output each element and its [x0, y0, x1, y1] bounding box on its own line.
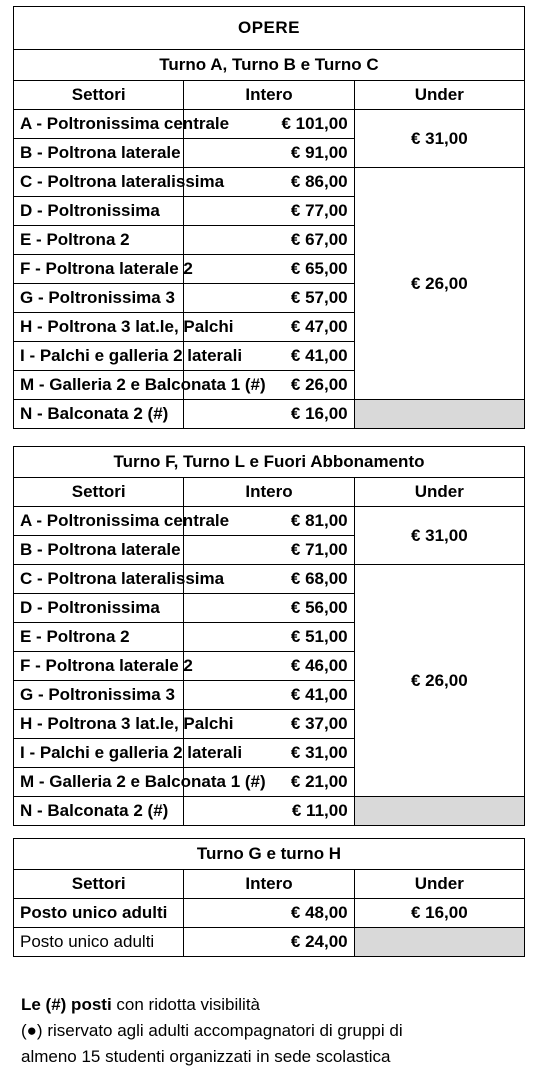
page-title: OPERE — [14, 7, 525, 50]
note-bold-text: Le (#) posti — [21, 995, 112, 1014]
intero-price-cell: € 11,00 — [184, 797, 354, 826]
sector-cell: D - Poltronissima — [14, 197, 184, 226]
sector-cell: A - Poltronissima centrale — [14, 507, 184, 536]
intero-price-cell: € 48,00 — [184, 899, 354, 928]
sector-cell: N - Balconata 2 (#) — [14, 797, 184, 826]
intero-price-cell: € 41,00 — [184, 681, 354, 710]
sector-cell: H - Poltrona 3 lat.le, Palchi — [14, 710, 184, 739]
intero-price-cell: € 67,00 — [184, 226, 354, 255]
intero-price-cell: € 37,00 — [184, 710, 354, 739]
intero-price-cell: € 91,00 — [184, 139, 354, 168]
sector-cell: I - Palchi e galleria 2 laterali — [14, 739, 184, 768]
column-header-under: Under — [354, 870, 524, 899]
sector-cell: M - Galleria 2 e Balconata 1 (#) — [14, 768, 184, 797]
sector-cell: I - Palchi e galleria 2 laterali — [14, 342, 184, 371]
sector-cell: M - Galleria 2 e Balconata 1 (#) — [14, 371, 184, 400]
price-table-turno-fl — [13, 446, 525, 826]
intero-price-cell: € 16,00 — [184, 400, 354, 429]
under-price-cell: € 16,00 — [354, 899, 524, 928]
intero-price-cell: € 24,00 — [184, 928, 354, 957]
sector-cell: A - Poltronissima centrale — [14, 110, 184, 139]
note-line: (●) riservato agli adulti accompagnatori di gruppi di — [21, 1021, 403, 1040]
intero-price-cell: € 65,00 — [184, 255, 354, 284]
column-header-intero: Intero — [184, 81, 354, 110]
under-price-cell: € 31,00 — [354, 507, 524, 565]
intero-price-cell: € 46,00 — [184, 652, 354, 681]
intero-price-cell: € 77,00 — [184, 197, 354, 226]
notes — [21, 992, 541, 1070]
price-table-turno-abc — [13, 6, 525, 429]
sector-cell: B - Poltrona laterale — [14, 536, 184, 565]
intero-price-cell: € 31,00 — [184, 739, 354, 768]
column-header-under: Under — [354, 478, 524, 507]
sector-cell: F - Poltrona laterale 2 — [14, 652, 184, 681]
sector-cell: F - Poltrona laterale 2 — [14, 255, 184, 284]
note-line: almeno 15 studenti organizzati in sede scolastica — [21, 1047, 391, 1066]
intero-price-cell: € 81,00 — [184, 507, 354, 536]
column-header-intero: Intero — [184, 478, 354, 507]
note-text: con ridotta visibilità — [111, 995, 261, 1014]
sector-cell: G - Poltronissima 3 — [14, 681, 184, 710]
sector-cell: N - Balconata 2 (#) — [14, 400, 184, 429]
intero-price-cell: € 101,00 — [184, 110, 354, 139]
sector-cell: D - Poltronissima — [14, 594, 184, 623]
intero-price-cell: € 68,00 — [184, 565, 354, 594]
empty-under-cell — [354, 797, 524, 826]
empty-under-cell — [354, 400, 524, 429]
under-price-cell: € 26,00 — [354, 168, 524, 400]
intero-price-cell: € 51,00 — [184, 623, 354, 652]
section-heading: Turno G e turno H — [14, 839, 525, 870]
note-line — [21, 992, 541, 1018]
price-table-turno-gh — [13, 838, 525, 957]
sector-cell: E - Poltrona 2 — [14, 226, 184, 255]
column-header-intero: Intero — [184, 870, 354, 899]
sector-cell: G - Poltronissima 3 — [14, 284, 184, 313]
intero-price-cell: € 41,00 — [184, 342, 354, 371]
sector-cell: Posto unico adulti — [14, 899, 184, 928]
column-header-settori: Settori — [14, 478, 184, 507]
empty-under-cell — [354, 928, 524, 957]
intero-price-cell: € 56,00 — [184, 594, 354, 623]
intero-price-cell: € 47,00 — [184, 313, 354, 342]
section-heading: Turno A, Turno B e Turno C — [14, 50, 525, 81]
sector-cell: E - Poltrona 2 — [14, 623, 184, 652]
intero-price-cell: € 71,00 — [184, 536, 354, 565]
under-price-cell: € 31,00 — [354, 110, 524, 168]
intero-price-cell: € 26,00 — [184, 371, 354, 400]
intero-price-cell: € 21,00 — [184, 768, 354, 797]
sector-cell: C - Poltrona lateralissima — [14, 565, 184, 594]
column-header-under: Under — [354, 81, 524, 110]
column-header-settori: Settori — [14, 81, 184, 110]
sector-cell: B - Poltrona laterale — [14, 139, 184, 168]
section-heading: Turno F, Turno L e Fuori Abbonamento — [14, 447, 525, 478]
sector-cell: Posto unico adulti — [14, 928, 184, 957]
column-header-settori: Settori — [14, 870, 184, 899]
sector-cell: H - Poltrona 3 lat.le, Palchi — [14, 313, 184, 342]
sector-cell: C - Poltrona lateralissima — [14, 168, 184, 197]
intero-price-cell: € 86,00 — [184, 168, 354, 197]
under-price-cell: € 26,00 — [354, 565, 524, 797]
intero-price-cell: € 57,00 — [184, 284, 354, 313]
